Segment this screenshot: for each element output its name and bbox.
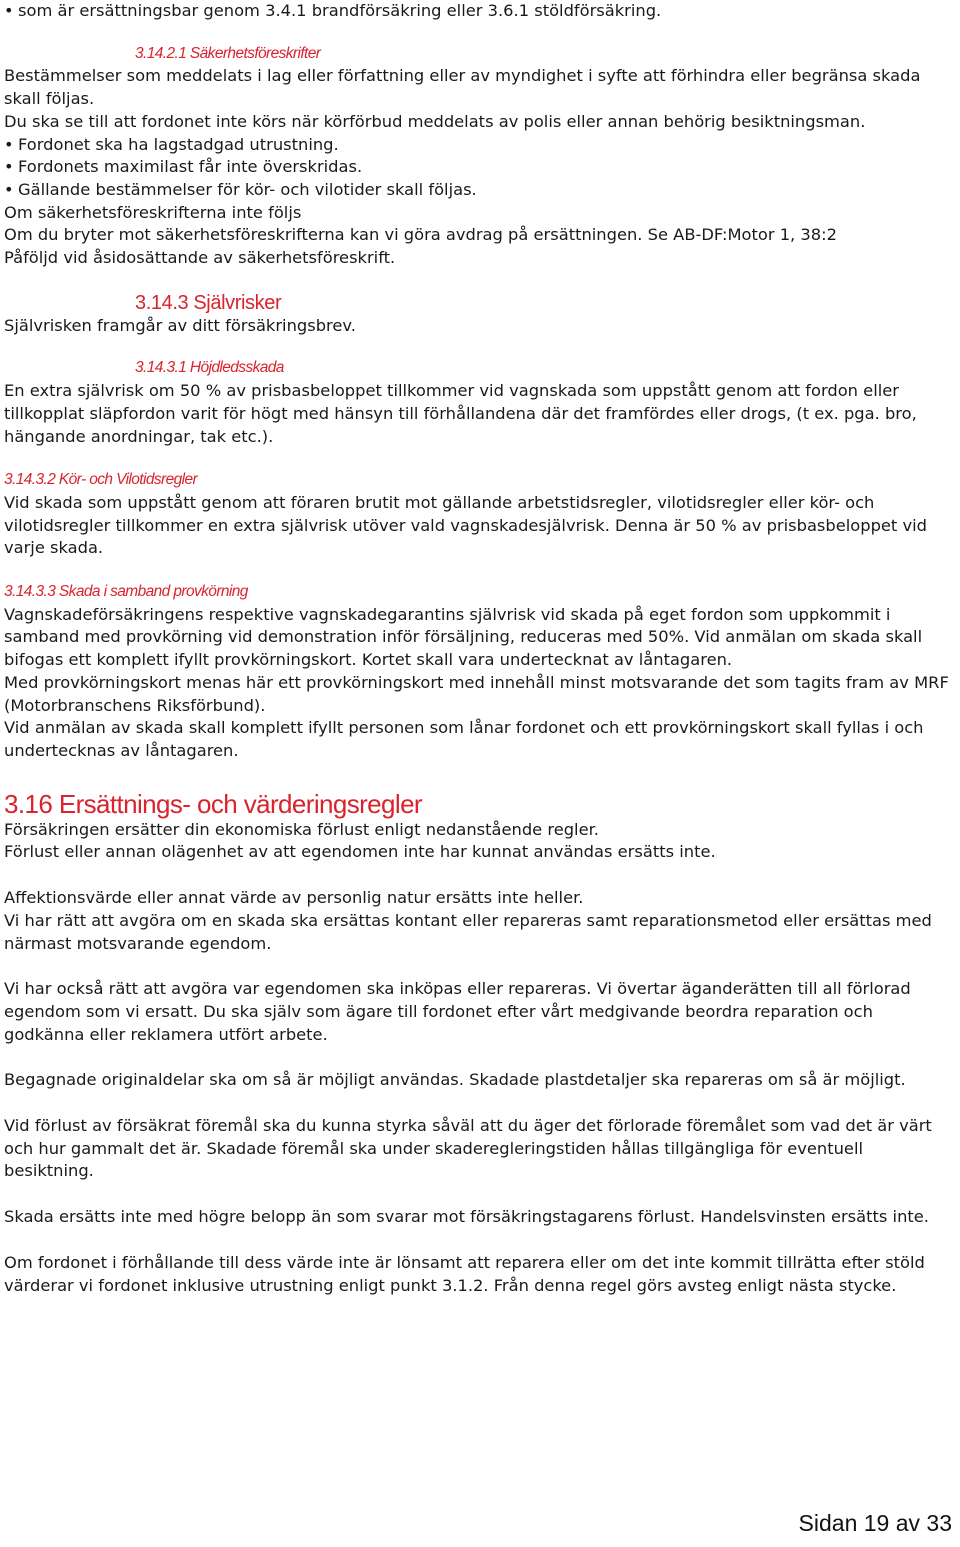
section-heading-3-14-2-1: 3.14.2.1 Säkerhetsföreskrifter [135, 44, 321, 62]
paragraph: Förlust eller annan olägenhet av att egendomen inte har kunnat användas ersätts inte. [4, 842, 716, 862]
paragraph: Vid anmälan av skada skall komplett ifyllt personen som lånar fordonet och ett provkörningskort skall fyllas i och undertecknas av låntagaren. [4, 718, 924, 760]
bullet-item: • Fordonet ska ha lagstadgad utrustning. [4, 134, 956, 157]
bullet-item: • Fordonets maximilast får inte överskridas. [4, 156, 956, 179]
paragraph: Vagnskadeförsäkringens respektive vagnskadegarantins självrisk vid skada på eget fordon som uppkommit i samband med provkörning vid demonstration inför försäljning, reduceras med 50%. Vid anmälan om skada skall bifogas ett komplett ifyllt provkörningskort. Kortet skall vara undertecknat av låntagaren. [4, 604, 923, 670]
paragraph: Med provkörningskort menas här ett provkörningskort med innehåll minst motsvarande det som tagits fram av MRF (Motorbranschens Riksförbund). [4, 672, 949, 715]
paragraph: Begagnade originaldelar ska om så är möjligt användas. Skadade plastdetaljer ska repareras om så är möjligt. [4, 1070, 906, 1090]
paragraph: Försäkringen ersätter din ekonomiska förlust enligt nedanstående regler. [4, 819, 599, 839]
section-heading-3-14-3: 3.14.3 Självrisker [135, 291, 282, 314]
section-heading-3-14-3-3: 3.14.3.3 Skada i samband provkörning [4, 583, 248, 601]
paragraph: Påföljd vid åsidosättande av säkerhetsföreskrift. [4, 248, 396, 268]
paragraph: Vid skada som uppstått genom att föraren brutit mot gällande arbetstidsregler, vilotidsregler eller kör- och vilotidsregler tillkommer en extra självrisk utöver vald vagnskadesjälvrisk. Denna är 50 % av prisbasbeloppet vid varje skada. [4, 492, 927, 558]
paragraph: Om du bryter mot säkerhetsföreskrifterna kan vi göra avdrag på ersättningen. Se AB-DF:Motor 1, 38:2 [4, 225, 837, 245]
paragraph: Om fordonet i förhållande till dess värde inte är lönsamt att reparera eller om det inte kommit tillrätta efter stöld värderar vi fordonet inklusive utrustning enligt punkt 3.1.2. Från denna regel görs avsteg enligt nästa stycke. [4, 1252, 925, 1295]
paragraph: Skada ersätts inte med högre belopp än som svarar mot försäkringstagarens förlust. Handelsvinsten ersätts inte. [4, 1207, 929, 1227]
paragraph: Du ska se till att fordonet inte körs när körförbud meddelats av polis eller annan behörig besiktningsman. [4, 111, 866, 131]
paragraph: Bestämmelser som meddelats i lag eller författning eller av myndighet i syfte att förhindra eller begränsa skada skall följas. [4, 66, 921, 109]
page-number: Sidan 19 av 33 [798, 1510, 952, 1536]
paragraph: Självrisken framgår av ditt försäkringsbrev. [4, 315, 356, 335]
paragraph: Vi har också rätt att avgöra var egendomen ska inköpas eller repareras. Vi övertar äganderätten till all förlorad egendom som vi ersatt. Du ska själv som ägare till fordonet efter vårt medgivande beordra reparation och godkänna eller reklamera utfört arbete. [4, 979, 911, 1044]
section-heading-3-16: 3.16 Ersättnings- och värderingsregler [4, 788, 422, 819]
section-heading-3-14-3-1: 3.14.3.1 Höjdledsskada [135, 359, 284, 377]
paragraph: En extra självrisk om 50 % av prisbasbeloppet tillkommer vid vagnskada som uppstått genom att fordon eller tillkopplat släpfordon varit för högt med hänsyn till förhållandena där det framfördes eller drogs, (t ex. pga. bro, hängande anordningar, tak etc.). [4, 381, 917, 446]
paragraph: Om säkerhetsföreskrifterna inte följs [4, 202, 302, 222]
paragraph: Vi har rätt att avgöra om en skada ska ersättas kontant eller repareras samt reparationsmetod eller ersättas med närmast motsvarande egendom. [4, 910, 932, 953]
document-page [4, 0, 956, 1297]
paragraph: Affektionsvärde eller annat värde av personlig natur ersätts inte heller. [4, 888, 584, 908]
paragraph: Vid förlust av försäkrat föremål ska du kunna styrka såväl att du äger det förlorade föremålet som vad det är värt och hur gammalt det är. Skadade föremål ska under skaderegleringstiden hållas tillgängliga för eventuell besiktning. [4, 1116, 932, 1181]
bullet-item: • som är ersättningsbar genom 3.4.1 brandförsäkring eller 3.6.1 stöldförsäkring. [4, 0, 956, 23]
section-heading-3-14-3-2: 3.14.3.2 Kör- och Vilotidsregler [4, 471, 198, 489]
bullet-item: • Gällande bestämmelser för kör- och vilotider skall följas. [4, 179, 956, 202]
